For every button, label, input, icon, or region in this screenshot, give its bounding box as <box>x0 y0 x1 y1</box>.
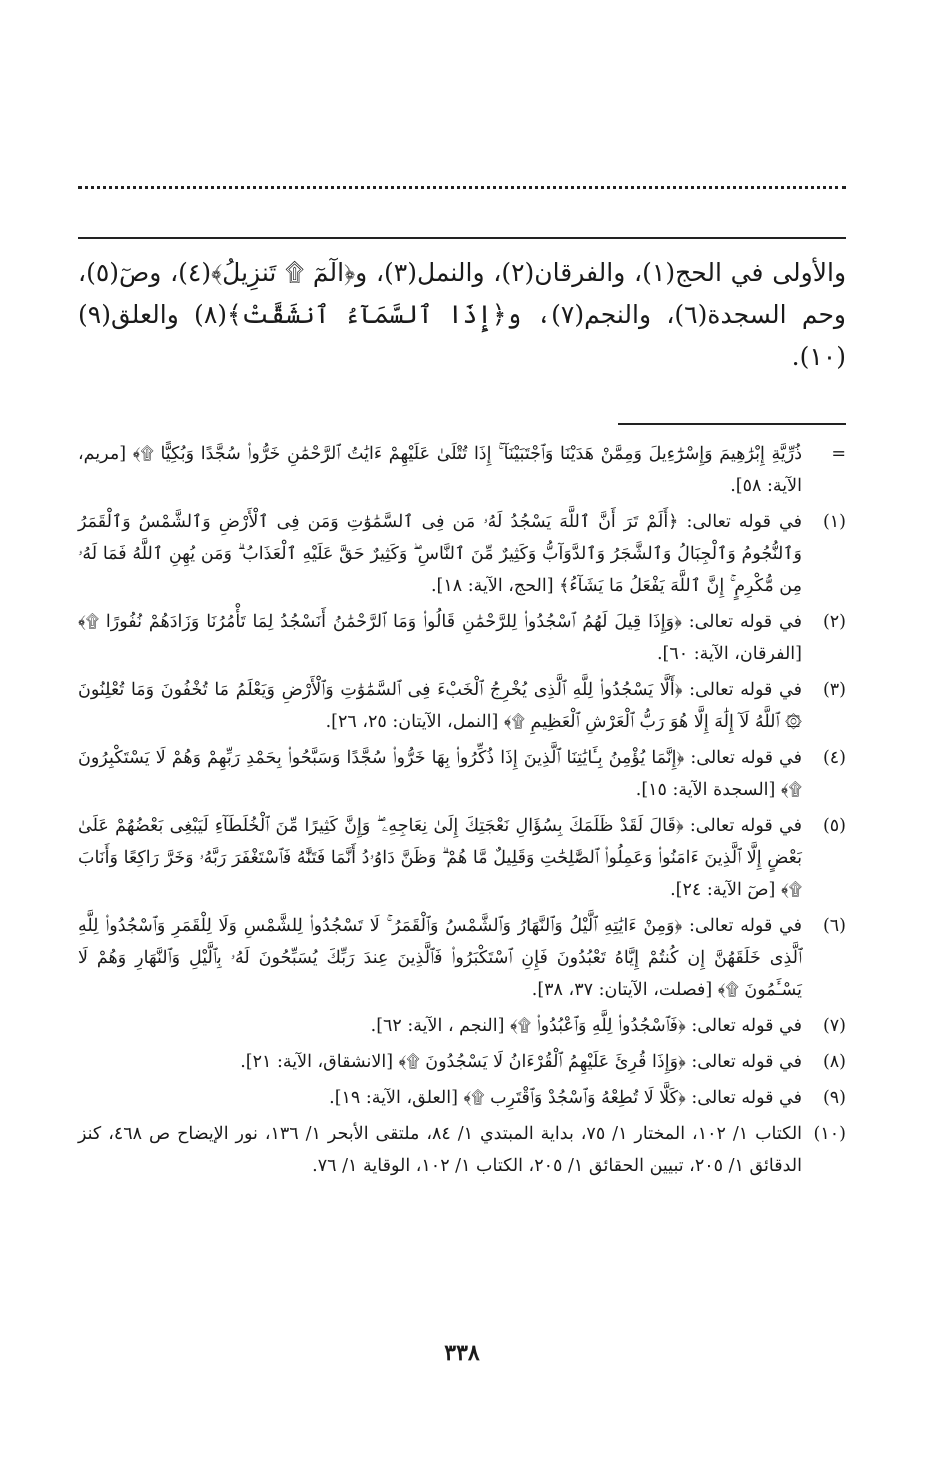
footnote-marker: (٦) <box>822 916 846 936</box>
footnote-marker: (٢) <box>822 612 846 632</box>
footnote <box>78 438 846 502</box>
dotted-separator <box>78 186 846 189</box>
footnote <box>78 1082 846 1114</box>
document-page <box>78 0 846 1478</box>
footnote <box>78 1118 846 1182</box>
footnote <box>78 674 846 738</box>
footnote-text: في قوله تعالى: ﴿إِنَّمَا يُؤْمِنُ بِـَٔايَٰتِنَا ٱلَّذِينَ إِذَا ذُكِّرُوا۟ بِهَا خَرُّوا۟ سُجَّدًا وَسَبَّحُوا۟ بِحَمْدِ رَبِّهِمْ وَهُمْ لَا يَسْتَكْبِرُونَ ۩﴾ [السجدة الآية: ١٥]. <box>78 748 802 800</box>
footnote-marker: = <box>831 444 846 464</box>
footnote-marker: (٥) <box>822 816 846 836</box>
footnote-marker: (٨) <box>822 1052 846 1072</box>
footnotes <box>78 438 846 1186</box>
footnote-marker: (٤) <box>822 748 846 768</box>
footnote <box>78 810 846 906</box>
footnote-text: في قوله تعالى: ﴿وَمِنْ ءَايَٰتِهِ ٱلَّيْلُ وَٱلنَّهَارُ وَٱلشَّمْسُ وَٱلْقَمَرُ ۚ لَا تَسْجُدُوا۟ لِلشَّمْسِ وَلَا لِلْقَمَرِ وَٱسْجُدُوا۟ لِلَّهِ ٱلَّذِى خَلَقَهُنَّ إِن كُنتُمْ إِيَّاهُ تَعْبُدُونَ فَإِنِ ٱسْتَكْبَرُوا۟ فَٱلَّذِينَ عِندَ رَبِّكَ يُسَبِّحُونَ لَهُۥ بِٱلَّيْلِ وَٱلنَّهَارِ وَهُمْ لَا يَسْـَٔمُونَ ۩﴾ [فصلت، الآيتان: ٣٧، ٣٨]. <box>78 916 802 1000</box>
footnote-separator <box>618 423 846 425</box>
footnote <box>78 606 846 670</box>
footnote-text: في قوله تعالى: ﴿كَلَّا لَا تُطِعْهُ وَٱسْجُدْ وَٱقْتَرِب ۩﴾ [العلق، الآية: ١٩]. <box>329 1088 802 1108</box>
footnote-text: ذُرِّيَّةِ إِبْرَٰهِيمَ وَإِسْرَٰٓءِيلَ وَمِمَّنْ هَدَيْنَا وَٱجْتَبَيْنَآ ۚ إِذَا تُتْلَىٰ عَلَيْهِمْ ءَايَٰتُ ٱلرَّحْمَٰنِ خَرُّوا۟ سُجَّدًا وَبُكِيًّا ۩﴾ [مريم، الآية: ٥٨]. <box>78 444 802 496</box>
footnote <box>78 1010 846 1042</box>
footnote-text: في قوله تعالى: ﴿أَلَمْ تَرَ أَنَّ ٱللَّهَ يَسْجُدُ لَهُۥ مَن فِى ٱلسَّمَٰوَٰتِ وَمَن فِى ٱلْأَرْضِ وَٱلشَّمْسُ وَٱلْقَمَرُ وَٱلنُّجُومُ وَٱلْجِبَالُ وَٱلشَّجَرُ وَٱلدَّوَآبُّ وَكَثِيرٌ مِّنَ ٱلنَّاسِ ۖ وَكَثِيرٌ حَقَّ عَلَيْهِ ٱلْعَذَابُ ۗ وَمَن يُهِنِ ٱللَّهُ فَمَا لَهُۥ مِن مُّكْرِمٍ ۚ إِنَّ ٱللَّهَ يَفْعَلُ مَا يَشَآءُ﴾ [الحج، الآية: ١٨]. <box>78 512 802 596</box>
footnote-marker: (١٠) <box>813 1124 846 1144</box>
main-paragraph: والأولى في الحج(١)، والفرقان(٢)، والنمل(٣)، و﴿الٓمٓ ۩ تَنزِيلُ﴾(٤)، وصٓ(٥)، وحم السجدة(٦)، والنجم(٧)، و﴿إِذَا ٱلسَّمَآءُ ٱنشَقَّتْ﴾(٨) والعلق(٩) (١٠). <box>78 258 847 371</box>
footnote <box>78 506 846 602</box>
page-number: ٣٣٨ <box>444 1340 480 1366</box>
top-rule <box>78 237 846 239</box>
footnote-text: في قوله تعالى: ﴿قَالَ لَقَدْ ظَلَمَكَ بِسُؤَالِ نَعْجَتِكَ إِلَىٰ نِعَاجِهِۦ ۖ وَإِنَّ كَثِيرًا مِّنَ ٱلْخُلَطَآءِ لَيَبْغِى بَعْضُهُمْ عَلَىٰ بَعْضٍ إِلَّا ٱلَّذِينَ ءَامَنُوا۟ وَعَمِلُوا۟ ٱلصَّٰلِحَٰتِ وَقَلِيلٌ مَّا هُمْ ۗ وَظَنَّ دَاوُۥدُ أَنَّمَا فَتَنَّٰهُ فَٱسْتَغْفَرَ رَبَّهُۥ وَخَرَّ رَاكِعًا وَأَنَابَ ۩﴾ [صٓ الآية: ٢٤]. <box>78 816 802 900</box>
footnote <box>78 910 846 1006</box>
footnote-text: في قوله تعالى: ﴿وَإِذَا قُرِئَ عَلَيْهِمُ ٱلْقُرْءَانُ لَا يَسْجُدُونَ ۩﴾ [الانشقاق، الآية: ٢١]. <box>240 1052 802 1072</box>
footnote-text: في قوله تعالى: ﴿فَٱسْجُدُوا۟ لِلَّهِ وَٱعْبُدُوا۟ ۩﴾ [النجم ، الآية: ٦٢]. <box>370 1016 802 1036</box>
footnote-marker: (٣) <box>822 680 846 700</box>
footnote-marker: (٧) <box>822 1016 846 1036</box>
footnote <box>78 742 846 806</box>
footnote-marker: (١) <box>822 512 846 532</box>
footnote <box>78 1046 846 1078</box>
footnote-text: الكتاب ١/ ١٠٢، المختار ١/ ٧٥، بداية المبتدي ١/ ٨٤، ملتقى الأبحر ١/ ١٣٦، نور الإيضاح ص ٤٦٨، كنز الدقائق ١/ ٢٠٥، تبيين الحقائق ١/ ٢٠٥، الكتاب ١/ ١٠٢، الوقاية ١/ ٧٦. <box>78 1124 803 1176</box>
footnote-text: في قوله تعالى: ﴿أَلَّا يَسْجُدُوا۟ لِلَّهِ ٱلَّذِى يُخْرِجُ ٱلْخَبْءَ فِى ٱلسَّمَٰوَٰتِ وَٱلْأَرْضِ وَيَعْلَمُ مَا تُخْفُونَ وَمَا تُعْلِنُونَ ۞ ٱللَّهُ لَآ إِلَٰهَ إِلَّا هُوَ رَبُّ ٱلْعَرْشِ ٱلْعَظِيمِ ۩﴾ [النمل، الآيتان: ٢٥، ٢٦]. <box>78 680 802 732</box>
footnote-marker: (٩) <box>822 1088 846 1108</box>
footnote-text: في قوله تعالى: ﴿وَإِذَا قِيلَ لَهُمُ ٱسْجُدُوا۟ لِلرَّحْمَٰنِ قَالُوا۟ وَمَا ٱلرَّحْمَٰنُ أَنَسْجُدُ لِمَا تَأْمُرُنَا وَزَادَهُمْ نُفُورًا ۩﴾ [الفرقان، الآية: ٦٠]. <box>78 612 802 664</box>
